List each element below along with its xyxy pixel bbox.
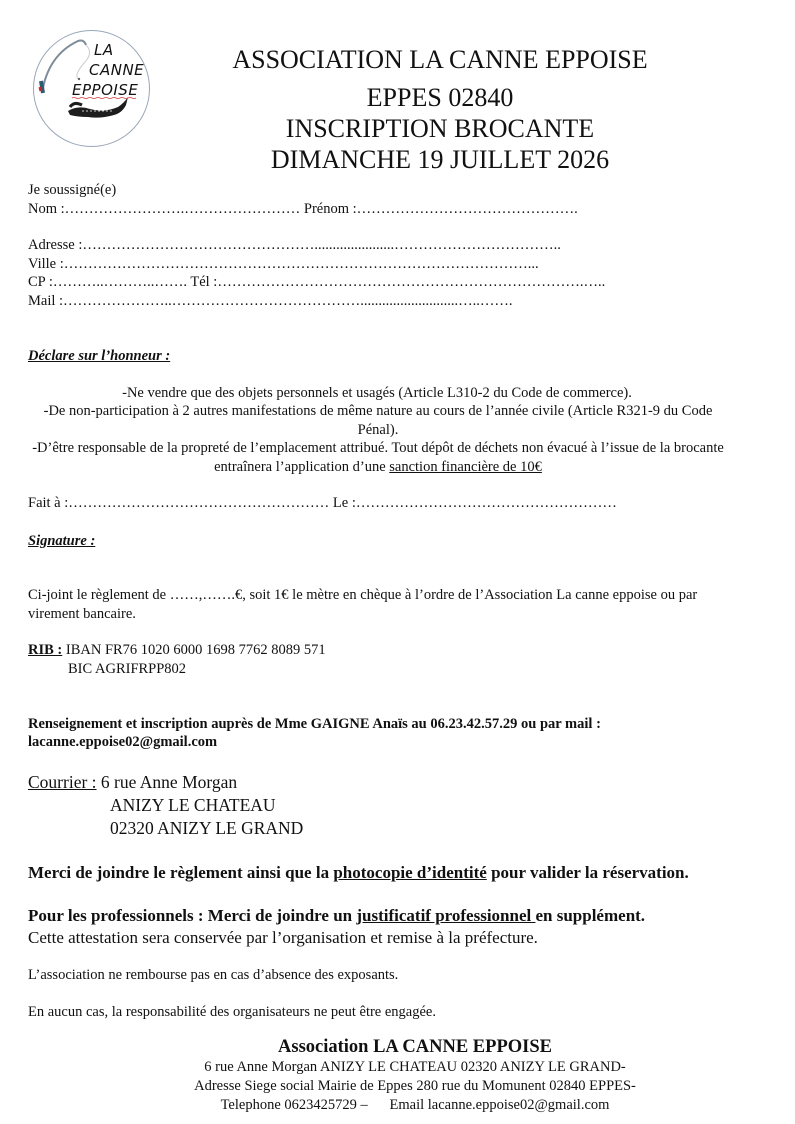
courrier-address-line-1: 6 rue Anne Morgan [100,772,238,792]
professional-proof-text: justificatif professionnel [356,906,536,925]
refund-notice: L’association ne rembourse pas en cas d’absence des exposants. [28,967,399,983]
header-event-date: DIMANCHE 19 JUILLET 2026 [270,145,610,174]
declaration-item-3 [22,439,734,476]
courrier-address-line-2: ANIZY LE CHATEAU [110,795,276,815]
identity-photocopy-text: photocopie d’identité [333,863,487,882]
logo-text-canne: CANNE [89,61,145,79]
fait-field[interactable]: ……………………………………………… [68,495,333,511]
rib-row [28,641,326,660]
header-town: EPPES 02840 [366,83,514,112]
ville-row [28,255,539,274]
fait-label: Fait à : [28,495,69,511]
notice-identity-text-a: Merci de joindre le règlement ainsi que la [28,863,334,882]
nom-row [28,200,578,219]
adresse-field[interactable]: …………………………………………......................…………………………….. [82,237,561,253]
notice-prefecture: Cette attestation sera conservée par l’organisation et remise à la préfecture. [28,928,538,947]
courrier-row [28,771,237,794]
association-logo [33,30,150,147]
ville-label: Ville : [28,256,64,272]
mail-row [28,292,513,311]
notice-identity-text-b: pour valider la réservation. [486,863,689,882]
courrier-label: Courrier : [28,772,97,792]
cp-field[interactable]: ………..………..……. [52,274,191,290]
declaration-item-3-text: -D’être responsable de la propreté de l’emplacement attribué. Tout dépôt de déchets non évacué à l’issue de la brocante entraînera l’application d’une [32,440,724,475]
footer-title: Association LA CANNE EPPOISE [278,1037,552,1057]
mail-field[interactable]: …………………..…………………………………...........................…..……. [63,293,513,309]
rib-label: RIB : [28,642,63,658]
header-event-type: INSCRIPTION BROCANTE [285,114,595,143]
liability-notice: En aucun cas, la responsabilité des organisateurs ne peut être engagée. [28,1004,436,1020]
cp-tel-row [28,273,605,292]
financial-sanction-text: sanction financière de 10€ [389,458,542,475]
contact-info: Renseignement et inscription auprès de Mme GAIGNE Anaïs au 06.23.42.57.29 ou par mail : [28,716,601,732]
declaration-item-1: -Ne vendre que des objets personnels et usagés (Article L310-2 du Code de commerce). [122,385,632,401]
prenom-label: Prénom : [303,201,357,217]
footer-head-office: Adresse Siege social Mairie de Eppes 280 rue du Momunent 02840 EPPES- [194,1078,636,1094]
mail-label: Mail : [28,293,64,309]
le-field[interactable]: ……………………………………………… [355,495,617,511]
bic-value: BIC AGRIFRPP802 [68,661,187,677]
cp-label: CP : [28,274,53,290]
header-association-name: ASSOCIATION LA CANNE EPPOISE [232,45,648,74]
prenom-field[interactable]: ………………………………………. [356,201,578,217]
notice-professionals [28,905,645,927]
declaration-item-2: -De non-participation à 2 autres manifestations de même nature au cours de l’année civile (Article R321-9 du Code Pénal). [43,403,713,438]
signature-label: Signature : [28,533,96,549]
notice-identity [28,862,719,884]
courrier-address-line-3: 02320 ANIZY LE GRAND [110,818,304,838]
adresse-row [28,236,561,255]
notice-professionals-text-a: Pour les professionnels : Merci de joindre un [28,906,357,925]
le-label: Le : [332,495,356,511]
nom-label: Nom : [28,201,65,217]
adresse-label: Adresse : [28,237,83,253]
tel-field[interactable]: ………………………………………………………………….….. [217,274,606,290]
notice-professionals-text-b: en supplément. [535,906,646,925]
logo-text-la: LA [94,41,114,59]
nom-field[interactable]: …………………….…………………… [64,201,304,217]
logo-text-eppoise: EPPOISE [72,81,139,99]
fait-le-row [28,494,617,513]
payment-text: Ci-joint le règlement de ……,…….€, soit 1€ le mètre en chèque à l’ordre de l’Association La canne eppoise ou par virement bancaire. [28,587,698,622]
intro-text: Je soussigné(e) [28,182,117,198]
tel-label: Tél : [190,274,218,290]
iban-value: IBAN FR76 1020 6000 1698 7762 8089 571 [65,642,326,658]
contact-email[interactable]: lacanne.eppoise02@gmail.com [28,734,218,750]
declaration-heading: Déclare sur l’honneur : [28,348,171,364]
footer-address: 6 rue Anne Morgan ANIZY LE CHATEAU 02320 ANIZY LE GRAND- [204,1059,626,1075]
ville-field[interactable]: ……………………………………………………………………………………... [63,256,539,272]
footer-contact: Telephone 0623425729 – Email lacanne.eppoise02@gmail.com [220,1097,610,1113]
